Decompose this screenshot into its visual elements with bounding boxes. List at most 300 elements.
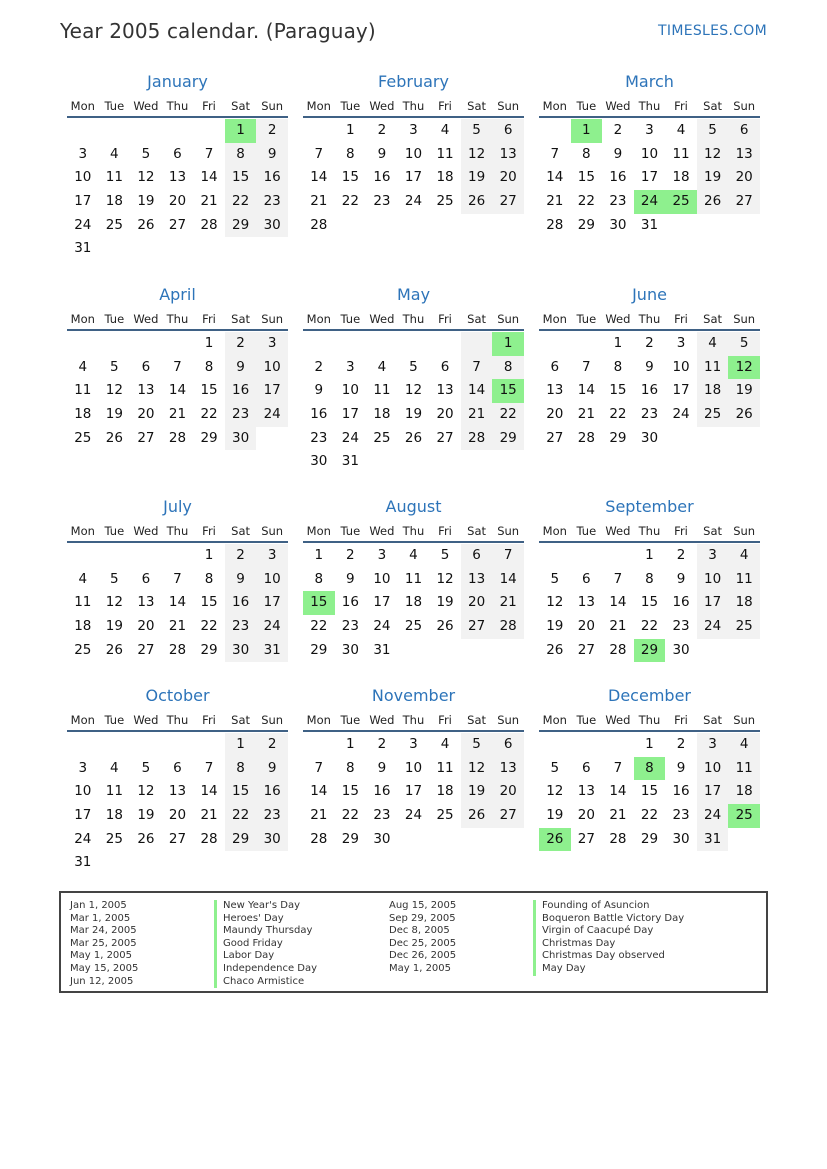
weekday-header <box>303 307 524 331</box>
day-cell: 15 <box>225 780 257 804</box>
legend-date: Dec 26, 2005 <box>389 950 457 962</box>
empty-cell <box>602 544 634 568</box>
day-cell: 14 <box>492 568 524 592</box>
day-cell: 9 <box>256 757 288 781</box>
day-cell: 9 <box>225 356 257 380</box>
day-cell: 20 <box>436 406 454 423</box>
weekday-label: Wed <box>605 713 631 727</box>
weekday-label: Sun <box>261 99 284 113</box>
weekday-label: Tue <box>340 524 361 538</box>
month-july <box>67 495 288 662</box>
day-cell: 1 <box>204 547 214 563</box>
day-cell: 31 <box>373 641 391 658</box>
weekday-label: Thu <box>402 524 425 538</box>
day-cell: 31 <box>697 828 729 852</box>
day-cell: 25 <box>74 641 92 658</box>
day-grid <box>303 543 524 662</box>
empty-cell <box>193 119 225 143</box>
weekday-label: Thu <box>638 99 661 113</box>
month-january <box>67 70 288 261</box>
day-cell: 31 <box>640 216 659 233</box>
day-cell: 4 <box>728 733 760 757</box>
weekday-label: Mon <box>70 524 95 538</box>
empty-cell <box>366 332 398 356</box>
day-cell: 29 <box>225 828 257 852</box>
day-cell: 5 <box>461 733 493 757</box>
day-cell: 24 <box>256 615 288 639</box>
weekday-label: Mon <box>306 524 331 538</box>
day-cell: 27 <box>546 429 564 446</box>
day-cell: 10 <box>373 570 391 587</box>
weekday-label: Sat <box>231 312 251 326</box>
day-cell: 19 <box>546 618 564 635</box>
month-august <box>303 495 524 662</box>
holiday-legend <box>59 891 768 993</box>
weekday-label: Fri <box>438 99 452 113</box>
weekday-label: Fri <box>438 312 452 326</box>
day-cell: 23 <box>609 193 627 210</box>
day-cell: 23 <box>310 429 328 446</box>
weekday-header <box>539 519 760 543</box>
day-cell: 20 <box>728 166 760 190</box>
empty-cell <box>162 733 194 757</box>
legend-date: Aug 15, 2005 <box>389 900 457 911</box>
day-grid <box>67 118 288 261</box>
day-cell: 16 <box>609 169 627 186</box>
day-cell: 27 <box>492 190 524 214</box>
day-cell: 29 <box>341 830 359 847</box>
weekday-label: Tue <box>340 99 361 113</box>
weekday-header <box>67 519 288 543</box>
day-cell: 19 <box>105 618 123 635</box>
day-cell: 6 <box>173 145 182 162</box>
empty-cell <box>303 119 335 143</box>
weekday-label: Mon <box>70 99 95 113</box>
legend-holiday-name: Chaco Armistice <box>214 976 317 989</box>
day-cell: 25 <box>436 193 454 210</box>
day-cell: 21 <box>609 618 627 635</box>
weekday-label: Wed <box>133 524 159 538</box>
day-cell: 10 <box>697 757 729 781</box>
day-cell: 16 <box>225 591 257 615</box>
weekday-label: Wed <box>605 312 631 326</box>
day-cell: 23 <box>640 406 659 423</box>
month-name: September <box>605 497 694 516</box>
day-cell: 21 <box>200 193 218 210</box>
legend-date: Sep 29, 2005 <box>389 912 456 924</box>
holiday-day-cell: 25 <box>665 190 697 214</box>
day-cell: 15 <box>341 169 359 186</box>
legend-date: Mar 1, 2005 <box>70 912 131 924</box>
day-cell: 10 <box>256 356 288 380</box>
day-cell: 30 <box>310 453 328 470</box>
day-cell: 12 <box>137 169 155 186</box>
empty-cell <box>539 733 571 757</box>
day-cell: 20 <box>492 166 524 190</box>
day-cell: 28 <box>200 216 218 233</box>
day-cell: 3 <box>377 547 387 563</box>
day-cell: 12 <box>461 143 493 167</box>
month-october <box>67 684 288 875</box>
legend-holiday-name: Virgin of Caacupé Day <box>533 925 684 938</box>
day-cell: 7 <box>492 544 524 568</box>
day-cell: 18 <box>404 594 423 611</box>
day-cell: 17 <box>256 379 288 403</box>
empty-cell <box>303 733 335 757</box>
day-cell: 1 <box>645 736 654 752</box>
weekday-label: Thu <box>402 99 425 113</box>
weekday-label: Sat <box>231 713 251 727</box>
day-cell: 22 <box>310 618 328 635</box>
day-cell: 25 <box>436 807 454 824</box>
day-cell: 2 <box>377 122 387 138</box>
day-cell: 13 <box>577 783 595 800</box>
day-cell: 6 <box>492 733 524 757</box>
day-cell: 25 <box>105 830 123 847</box>
day-cell: 12 <box>105 382 123 399</box>
day-cell: 16 <box>256 166 288 190</box>
day-cell: 29 <box>577 216 595 233</box>
legend-names-left <box>214 900 317 988</box>
legend-holiday-name: Independence Day <box>214 963 317 976</box>
day-cell: 2 <box>225 544 257 568</box>
day-cell: 8 <box>204 358 214 375</box>
empty-cell <box>130 733 162 757</box>
legend-holiday-name: Boqueron Battle Victory Day <box>533 913 684 926</box>
day-cell: 27 <box>728 190 760 214</box>
day-cell: 24 <box>697 804 729 828</box>
legend-holiday-name: Good Friday <box>214 938 317 951</box>
day-cell: 15 <box>200 382 218 399</box>
day-cell: 15 <box>341 783 359 800</box>
day-cell: 18 <box>697 379 729 403</box>
day-cell: 21 <box>168 406 187 423</box>
day-cell: 7 <box>173 570 182 587</box>
day-cell: 2 <box>256 119 288 143</box>
day-cell: 6 <box>141 570 151 587</box>
day-cell: 1 <box>346 122 355 138</box>
day-cell: 23 <box>225 403 257 427</box>
day-grid <box>67 732 288 875</box>
day-cell: 14 <box>546 169 564 186</box>
day-cell: 5 <box>440 547 450 563</box>
holiday-day-cell: 25 <box>728 804 760 828</box>
day-cell: 26 <box>461 190 493 214</box>
month-name: June <box>632 285 667 304</box>
legend-holiday-name: Labor Day <box>214 950 317 963</box>
weekday-header <box>539 307 760 331</box>
day-cell: 7 <box>173 358 182 375</box>
legend-holiday-name: Christmas Day observed <box>533 950 684 963</box>
day-cell: 1 <box>314 547 324 563</box>
weekday-label: Thu <box>166 524 189 538</box>
day-cell: 27 <box>436 429 454 446</box>
weekday-label: Wed <box>133 713 159 727</box>
day-cell: 20 <box>577 807 595 824</box>
day-cell: 5 <box>461 119 493 143</box>
day-cell: 25 <box>105 216 123 233</box>
month-november <box>303 684 524 851</box>
day-cell: 24 <box>404 193 423 210</box>
weekday-label: Fri <box>674 312 688 326</box>
day-cell: 10 <box>74 169 92 186</box>
day-cell: 18 <box>74 406 92 423</box>
weekday-label: Tue <box>104 524 125 538</box>
day-cell: 3 <box>256 544 288 568</box>
day-cell: 8 <box>492 356 524 380</box>
day-cell: 8 <box>613 358 623 375</box>
empty-cell <box>539 544 571 568</box>
day-cell: 19 <box>137 807 155 824</box>
day-cell: 27 <box>168 830 187 847</box>
empty-cell <box>99 332 131 356</box>
day-cell: 6 <box>173 759 182 776</box>
day-cell: 13 <box>137 382 155 399</box>
day-cell: 3 <box>256 332 288 356</box>
day-cell: 6 <box>550 358 560 375</box>
weekday-label: Fri <box>674 99 688 113</box>
holiday-day-cell: 15 <box>492 379 524 403</box>
weekday-label: Sat <box>231 99 251 113</box>
holiday-day-cell: 1 <box>492 332 524 356</box>
day-grid <box>539 331 760 450</box>
day-cell: 17 <box>404 169 423 186</box>
weekday-label: Sun <box>261 524 284 538</box>
day-cell: 20 <box>137 406 155 423</box>
day-cell: 2 <box>314 358 324 375</box>
day-cell: 14 <box>461 379 493 403</box>
day-cell: 9 <box>256 143 288 167</box>
day-cell: 4 <box>728 544 760 568</box>
holiday-day-cell: 24 <box>634 190 666 214</box>
day-cell: 29 <box>609 429 627 446</box>
empty-cell <box>130 332 162 356</box>
day-grid <box>539 732 760 851</box>
day-cell: 7 <box>204 759 214 776</box>
month-june <box>539 283 760 450</box>
day-cell: 4 <box>78 358 88 375</box>
day-cell: 11 <box>728 568 760 592</box>
month-december <box>539 684 760 851</box>
day-cell: 10 <box>697 568 729 592</box>
month-name: January <box>147 72 208 91</box>
day-cell: 24 <box>341 429 359 446</box>
weekday-label: Sat <box>231 524 251 538</box>
day-cell: 21 <box>200 807 218 824</box>
day-cell: 27 <box>492 804 524 828</box>
day-grid <box>67 543 288 662</box>
day-cell: 2 <box>676 736 686 752</box>
weekday-header <box>303 94 524 118</box>
day-cell: 22 <box>225 190 257 214</box>
weekday-label: Mon <box>306 312 331 326</box>
weekday-label: Thu <box>166 713 189 727</box>
day-cell: 3 <box>697 544 729 568</box>
day-cell: 26 <box>461 804 493 828</box>
day-cell: 11 <box>105 169 123 186</box>
day-cell: 29 <box>640 830 659 847</box>
day-cell: 10 <box>404 145 423 162</box>
day-cell: 21 <box>310 193 328 210</box>
empty-cell <box>67 544 99 568</box>
brand-link[interactable]: TIMESLES.COM <box>658 23 767 39</box>
month-name: March <box>625 72 674 91</box>
day-cell: 23 <box>225 615 257 639</box>
day-cell: 11 <box>436 145 454 162</box>
day-cell: 8 <box>314 570 324 587</box>
weekday-label: Mon <box>542 312 567 326</box>
weekday-header <box>539 94 760 118</box>
day-cell: 18 <box>728 780 760 804</box>
day-cell: 3 <box>409 736 418 752</box>
empty-cell <box>99 544 131 568</box>
empty-cell <box>67 119 99 143</box>
day-cell: 5 <box>697 119 729 143</box>
legend-date: Jan 1, 2005 <box>70 900 127 911</box>
day-cell: 2 <box>256 733 288 757</box>
legend-holiday-name: Maundy Thursday <box>214 925 317 938</box>
empty-cell <box>99 119 131 143</box>
day-cell: 30 <box>341 641 359 658</box>
day-cell: 22 <box>609 406 627 423</box>
day-cell: 21 <box>546 193 564 210</box>
day-cell: 23 <box>672 807 690 824</box>
weekday-label: Mon <box>542 713 567 727</box>
month-name: February <box>378 72 449 91</box>
legend-dates-right <box>389 900 456 976</box>
day-cell: 3 <box>78 145 88 162</box>
month-september <box>539 495 760 662</box>
weekday-label: Thu <box>402 713 425 727</box>
day-cell: 27 <box>168 216 187 233</box>
day-cell: 13 <box>546 382 564 399</box>
weekday-label: Sun <box>261 312 284 326</box>
day-cell: 15 <box>225 166 257 190</box>
day-cell: 9 <box>314 382 324 399</box>
day-cell: 4 <box>110 145 119 162</box>
weekday-label: Mon <box>542 99 567 113</box>
day-cell: 24 <box>373 618 391 635</box>
weekday-label: Mon <box>306 99 331 113</box>
day-cell: 8 <box>204 570 214 587</box>
day-cell: 12 <box>404 382 423 399</box>
day-cell: 14 <box>200 783 218 800</box>
day-cell: 22 <box>200 618 218 635</box>
day-cell: 16 <box>640 382 659 399</box>
day-cell: 19 <box>404 406 423 423</box>
day-cell: 15 <box>577 169 595 186</box>
day-cell: 29 <box>310 641 328 658</box>
day-cell: 28 <box>609 641 627 658</box>
day-cell: 17 <box>697 780 729 804</box>
empty-cell <box>571 332 603 356</box>
day-cell: 29 <box>492 427 524 451</box>
day-cell: 19 <box>105 406 123 423</box>
day-cell: 18 <box>672 169 690 186</box>
day-cell: 13 <box>436 382 454 399</box>
month-march <box>539 70 760 237</box>
weekday-label: Sun <box>497 312 520 326</box>
day-cell: 22 <box>577 193 595 210</box>
day-cell: 2 <box>676 547 686 563</box>
empty-cell <box>67 332 99 356</box>
day-cell: 28 <box>461 427 493 451</box>
legend-date: May 1, 2005 <box>389 962 452 974</box>
day-cell: 11 <box>404 570 423 587</box>
weekday-label: Sat <box>467 99 487 113</box>
day-cell: 21 <box>577 406 595 423</box>
day-cell: 19 <box>137 193 155 210</box>
day-cell: 15 <box>609 382 627 399</box>
day-cell: 20 <box>546 406 564 423</box>
day-cell: 4 <box>110 759 119 776</box>
empty-cell <box>539 119 571 143</box>
day-cell: 4 <box>697 332 729 356</box>
day-cell: 6 <box>141 358 151 375</box>
weekday-label: Wed <box>133 99 159 113</box>
day-cell: 25 <box>404 618 423 635</box>
day-cell: 14 <box>200 169 218 186</box>
weekday-header <box>67 307 288 331</box>
day-cell: 22 <box>640 807 659 824</box>
day-grid <box>539 118 760 237</box>
weekday-label: Sat <box>467 312 487 326</box>
day-cell: 31 <box>74 854 92 871</box>
weekday-label: Tue <box>340 713 361 727</box>
weekday-label: Thu <box>638 524 661 538</box>
weekday-label: Wed <box>369 713 395 727</box>
day-cell: 5 <box>409 358 418 375</box>
empty-cell <box>602 733 634 757</box>
day-cell: 20 <box>577 618 595 635</box>
day-cell: 17 <box>404 783 423 800</box>
weekday-label: Sun <box>497 713 520 727</box>
day-cell: 17 <box>256 591 288 615</box>
empty-cell <box>162 544 194 568</box>
legend-dates-left <box>70 900 138 988</box>
weekday-label: Sat <box>467 524 487 538</box>
day-cell: 19 <box>436 594 454 611</box>
weekday-label: Tue <box>340 312 361 326</box>
day-cell: 14 <box>168 594 187 611</box>
holiday-day-cell: 26 <box>539 828 571 852</box>
day-cell: 20 <box>461 591 493 615</box>
day-cell: 6 <box>440 358 450 375</box>
weekday-header <box>67 708 288 732</box>
day-cell: 5 <box>728 332 760 356</box>
day-cell: 16 <box>310 406 328 423</box>
day-cell: 13 <box>492 143 524 167</box>
empty-cell <box>162 119 194 143</box>
day-cell: 12 <box>461 757 493 781</box>
day-grid <box>303 732 524 851</box>
weekday-label: Wed <box>369 524 395 538</box>
day-cell: 1 <box>645 547 654 563</box>
day-cell: 12 <box>436 570 454 587</box>
day-cell: 11 <box>74 594 92 611</box>
day-cell: 17 <box>74 193 92 210</box>
empty-cell <box>130 119 162 143</box>
day-cell: 9 <box>346 570 355 587</box>
day-cell: 16 <box>373 169 391 186</box>
day-cell: 7 <box>613 570 623 587</box>
holiday-day-cell: 12 <box>728 356 760 380</box>
day-cell: 31 <box>341 453 359 470</box>
day-cell: 28 <box>168 641 187 658</box>
day-cell: 2 <box>613 122 623 138</box>
day-cell: 4 <box>377 358 387 375</box>
day-cell: 22 <box>640 618 659 635</box>
